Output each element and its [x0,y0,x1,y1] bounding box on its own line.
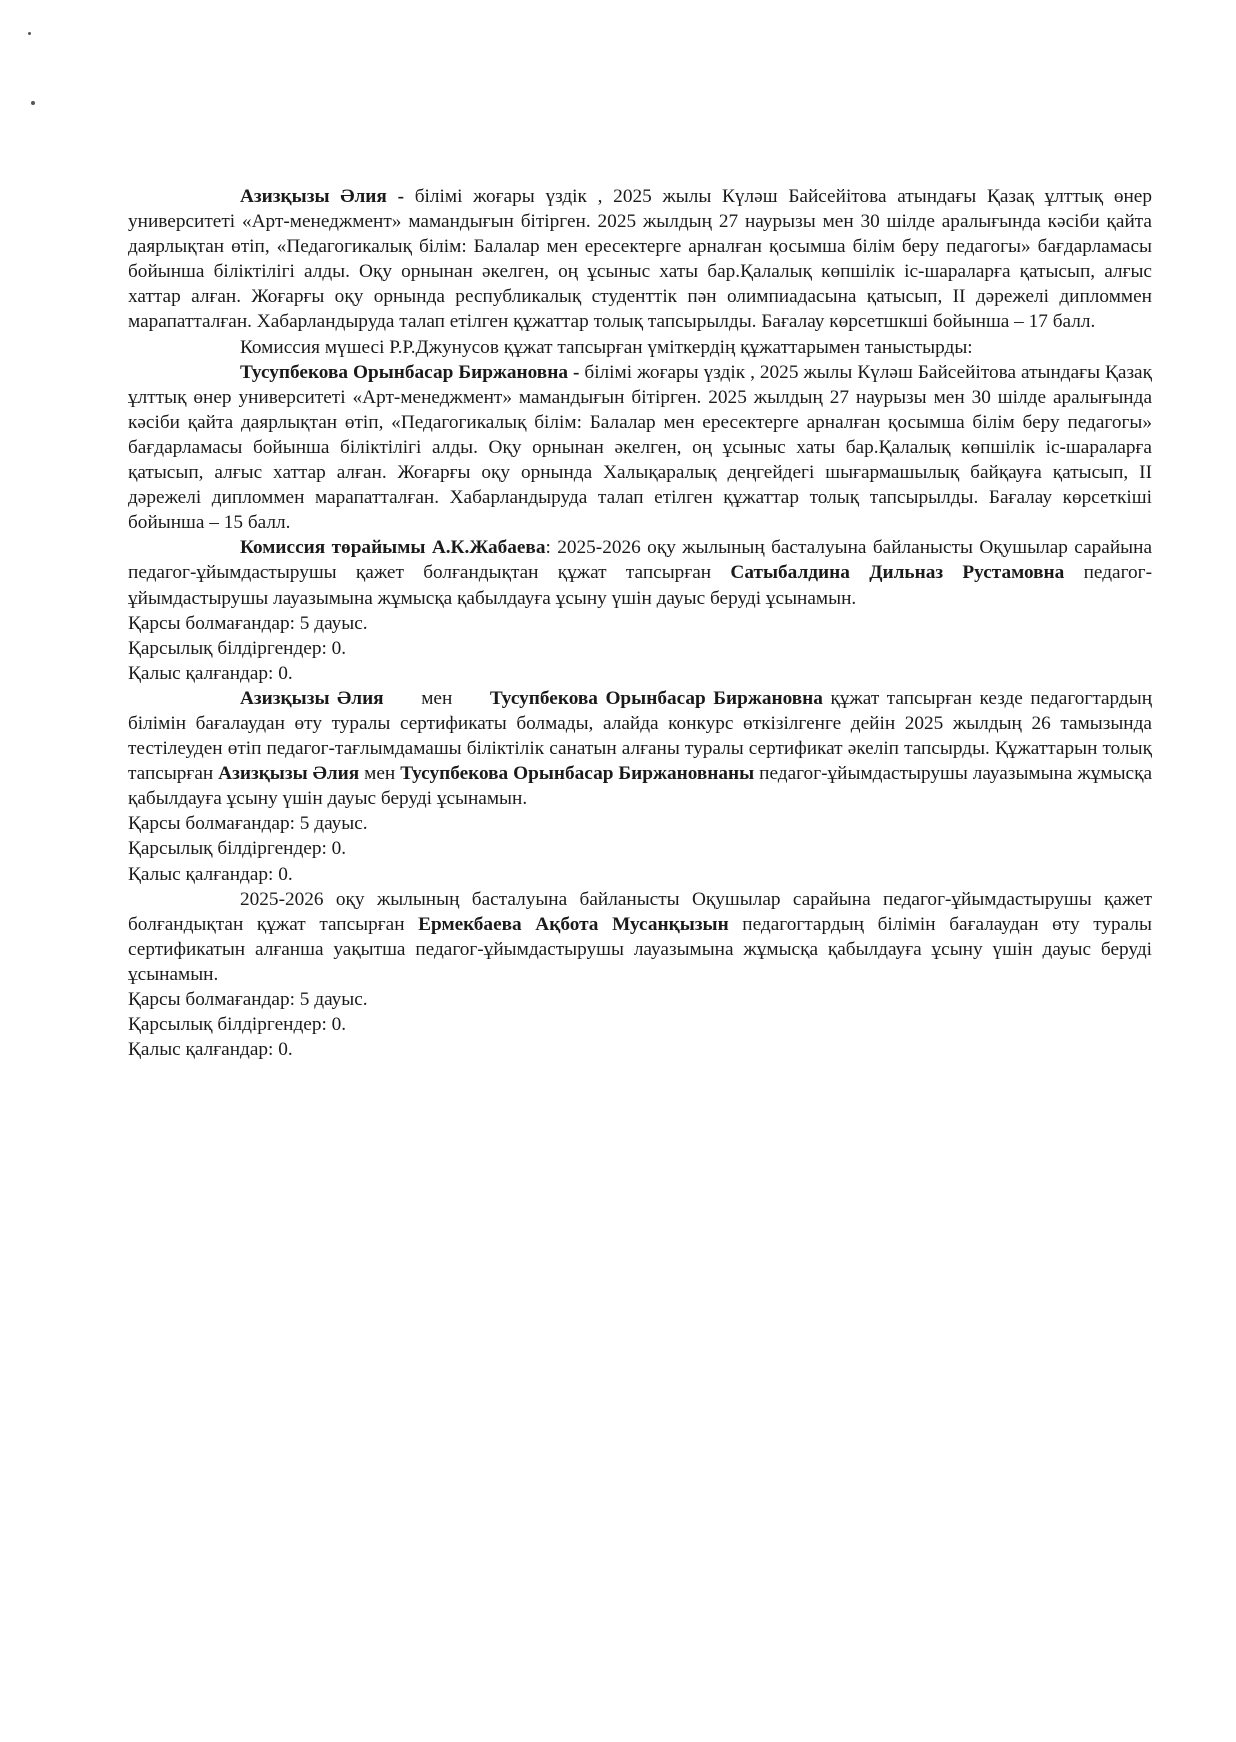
candidate-name: Азизқызы Әлия [240,687,384,709]
vote-against: Қарсылық білдіргендер: 0. [128,1014,347,1036]
paragraph-chair-proposal [128,535,1152,610]
paragraph-aliya [128,184,1152,335]
vote-abstain: Қалыс қалғандар: 0. [128,1039,293,1061]
vote-for: Қарсы болмағандар: 5 дауыс. [128,989,368,1010]
vote-against: Қарсылық білдіргендер: 0. [128,637,347,659]
candidate-name: Ермекбаева Ақбота Мусанқызын [418,913,729,935]
candidate-name: Тусупбекова Орынбасар Биржановнаны [400,763,755,785]
vote-abstain: Қалыс қалғандар: 0. [128,863,293,885]
paragraph-text: білімі жоғары үздік , 2025 жылы Күләш Байсейітова атындағы Қазақ ұлттық өнер университеті «Арт-менеджмент» мамандығын бітірген. 2025 жылдың 27 наурызы мен 30 шілде аралығында кәсіби қайта даярлықтан өтіп, «Педагогикалық білім: Балалар мен ересектерге арналған қосымша білім беру педагогы» бағдарламасы бойынша біліктілігі алды. Оқу орнынан әкелген, оң ұсыныс хаты бар.Қалалық көпшілік іс-шараларға қатысып, алғыс хаттар алған. Жоғарғы оқу орнында Халықаралық деңгейдегі шығармашылық байқауға қатысып, II дәрежелі дипломмен марапатталған. Хабарландыруда талап етілген құжаттар толық тапсырылды. Бағалау көрсеткіші бойынша – 15 балл. [128,361,1152,534]
paragraph-text: педагог-ұйымдастырушы лауазымына жұмысқа қабылдауға ұсыну үшін дауыс беруді ұсынамын. [128,562,1152,609]
paragraph-text: Комиссия мүшесі Р.Р.Джунусов құжат тапсырған үміткердің құжаттарымен таныстырды: [240,336,973,358]
scan-speck [28,32,31,35]
candidate-name: Тусупбекова Орынбасар Биржановна [489,687,823,709]
paragraph-text: : 2025-2026 оқу жылының басталуына байланысты Оқушылар сарайына педагог-ұйымдастырушы қажет болғандықтан құжат тапсырған [128,537,1152,584]
vote-for: Қарсы болмағандар: 5 дауыс. [128,612,368,634]
paragraph-text: мен [383,687,490,709]
paragraph-text: 2025-2026 оқу жылының басталуына байланысты Оқушылар сарайына педагог-ұйымдастырушы қажет болғандықтан құжат тапсырған [128,888,1152,935]
vote-abstain: Қалыс қалғандар: 0. [128,662,293,684]
paragraph-tusupbekova [128,360,1152,536]
paragraph-ermekbayeva [128,887,1152,987]
candidate-name: Азизқызы Әлия - [240,186,404,207]
paragraph-text: мен [359,763,401,785]
paragraph-text: педагогтардың білімін бағалаудан өту туралы сертификатын алғанша уақытша педагог-ұйымдастырушы лауазымына жұмысқа қабылдауға ұсыну үшін дауыс беруді ұсынамын. [128,913,1152,985]
chair-name: Комиссия төрайымы А.К.Жабаева [240,537,546,559]
paragraph-text: білімі жоғары үздік , 2025 жылы Күләш Байсейітова атындағы Қазақ ұлттық өнер университеті «Арт-менеджмент» мамандығын бітірген. 2025 жылдың 27 наурызы мен 30 шілде аралығында кәсіби қайта даярлықтан өтіп, «Педагогикалық білім: Балалар мен ересектерге арналған қосымша білім беру педагогы» бағдарламасы бойынша біліктілігі алды. Оқу орнынан әкелген, оң ұсыныс хаты бар.Қалалық көпшілік іс-шараларға қатысып, алғыс хаттар алған. Жоғарғы оқу орнында республикалық студенттік пән олимпиадасына қатысып, II дәрежелі дипломмен марапатталған. Хабарландыруда талап етілген құжаттар толық тапсырылды. Бағалау көрсетшкші бойынша – 17 балл. [128,186,1152,333]
paragraph-text: құжат тапсырған кезде педагогтардың білімін бағалаудан өту туралы сертификаты болмады, алайда конкурс өткізілгенге дейін 2025 жылдың 26 тамызында тестілеуден өтіп педагог-тағлымдамашы біліктілік санатын алғаны туралы сертификат әкеліп тапсырды. Құжаттарын толық тапсырған [128,687,1153,785]
scan-speck [31,101,35,105]
candidate-name: Азизқызы Әлия [218,763,360,785]
paragraph-text: педагог-ұйымдастырушы лауазымына жұмысқа қабылдауға ұсыну үшін дауыс беруді ұсынамын. [128,763,1153,810]
candidate-name: Тусупбекова Орынбасар Биржановна - [240,361,580,383]
paragraph-commission-member [128,335,1152,360]
paragraph-certificate [128,686,1152,811]
candidate-name: Сатыбалдина Дильназ Рустамовна [730,562,1065,584]
vote-against: Қарсылық білдіргендер: 0. [128,838,347,860]
document-body [128,184,1152,1062]
vote-for: Қарсы болмағандар: 5 дауыс. [128,813,368,835]
